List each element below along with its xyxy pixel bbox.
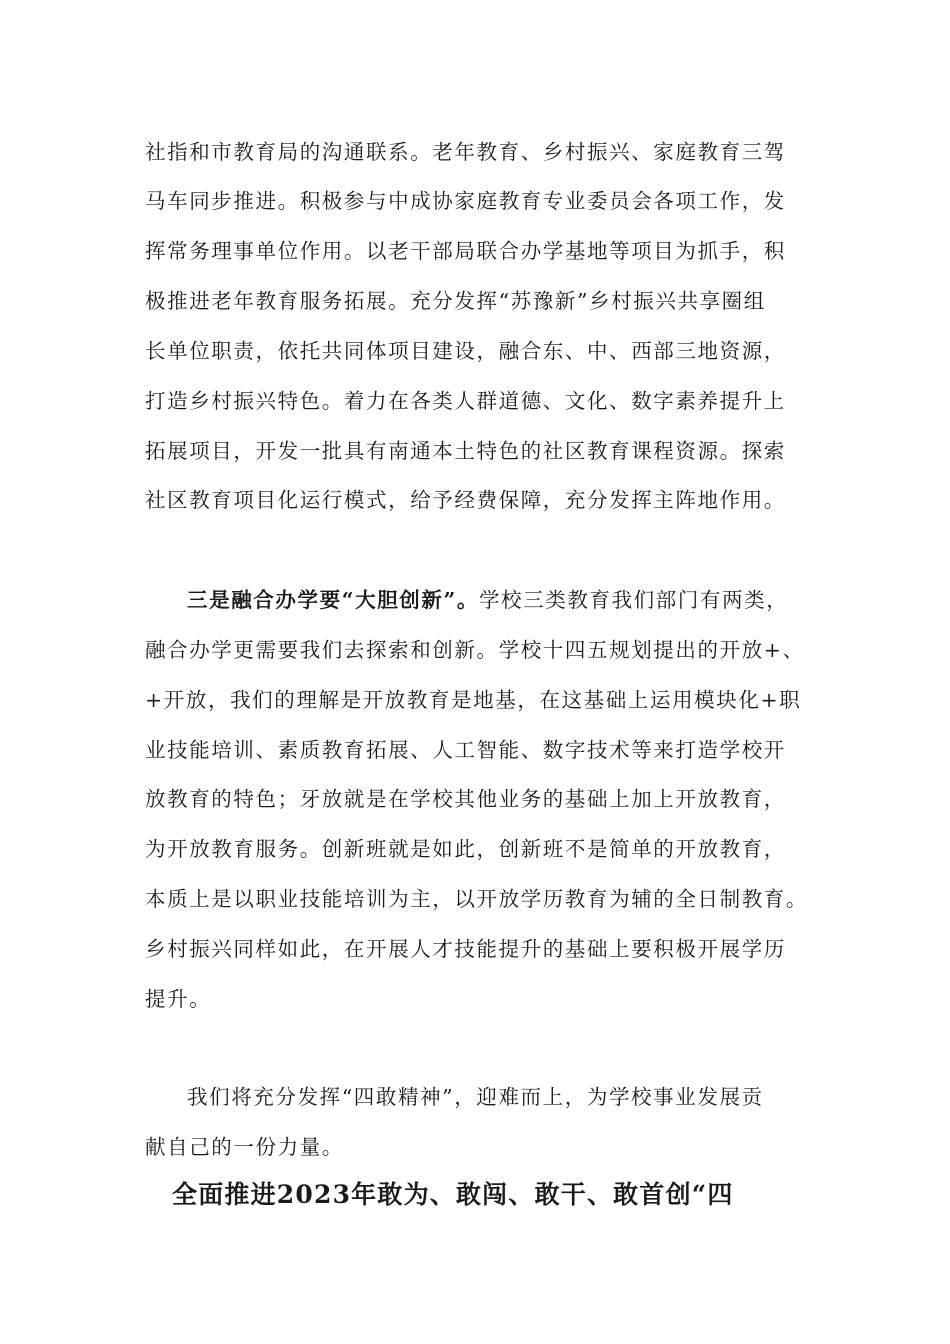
paragraph-2-line: 本质上是以职业技能培训为主，以开放学历教育为辅的全日制教育。 [145,887,808,911]
paragraph-3-line: 我们将充分发挥“四敢精神”，迎难而上，为学校事业发展贡 [187,1085,764,1109]
paragraph-2-line: 乡村振兴同样如此，在开展人才技能提升的基础上要积极开展学历 [145,937,786,961]
paragraph-1-line: 挥常务理事单位作用。以老干部局联合办学基地等项目为抓手，积 [145,239,786,263]
paragraph-1-line: 社区教育项目化运行模式，给予经费保障，充分发挥主阵地作用。 [145,488,786,512]
paragraph-1-line: 长单位职责，依托共同体项目建设，融合东、中、西部三地资源， [145,339,786,363]
paragraph-1-line: 社指和市教育局的沟通联系。老年教育、乡村振兴、家庭教育三驾 [145,140,786,164]
paragraph-3-line: 献自己的一份力量。 [145,1135,344,1159]
paragraph-2-line: 融合办学更需要我们去探索和创新。学校十四五规划提出的开放+、 [145,638,805,662]
paragraph-2-first-rest: 学校三类教育我们部门有两类， [478,588,789,612]
paragraph-1-line: 打造乡村振兴特色。着力在各类人群道德、文化、数字素养提升上 [145,389,786,413]
paragraph-1-line: 极推进老年教育服务拓展。充分发挥“苏豫新”乡村振兴共享圈组 [145,289,766,313]
paragraph-2-line: +开放，我们的理解是开放教育是地基，在这基础上运用模块化+职 [145,688,802,712]
paragraph-2-lead: 三是融合办学要“大胆创新”。 [187,588,479,612]
paragraph-2-line: 放教育的特色；牙放就是在学校其他业务的基础上加上开放教育， [145,787,786,811]
paragraph-2-first-line [187,585,788,615]
section-heading: 全面推进2023年敢为、敢闯、敢干、敢首创“四 [172,1180,734,1209]
paragraph-1-line: 马车同步推进。积极参与中成协家庭教育专业委员会各项工作，发 [145,189,786,213]
paragraph-2-line: 业技能培训、素质教育拓展、人工智能、数字技术等来打造学校开 [145,738,786,762]
paragraph-2-line: 提升。 [145,987,212,1011]
paragraph-1-line: 拓展项目，开发一批具有南通本土特色的社区教育课程资源。探索 [145,439,786,463]
paragraph-2-line: 为开放教育服务。创新班就是如此，创新班不是简单的开放教育， [145,837,786,861]
